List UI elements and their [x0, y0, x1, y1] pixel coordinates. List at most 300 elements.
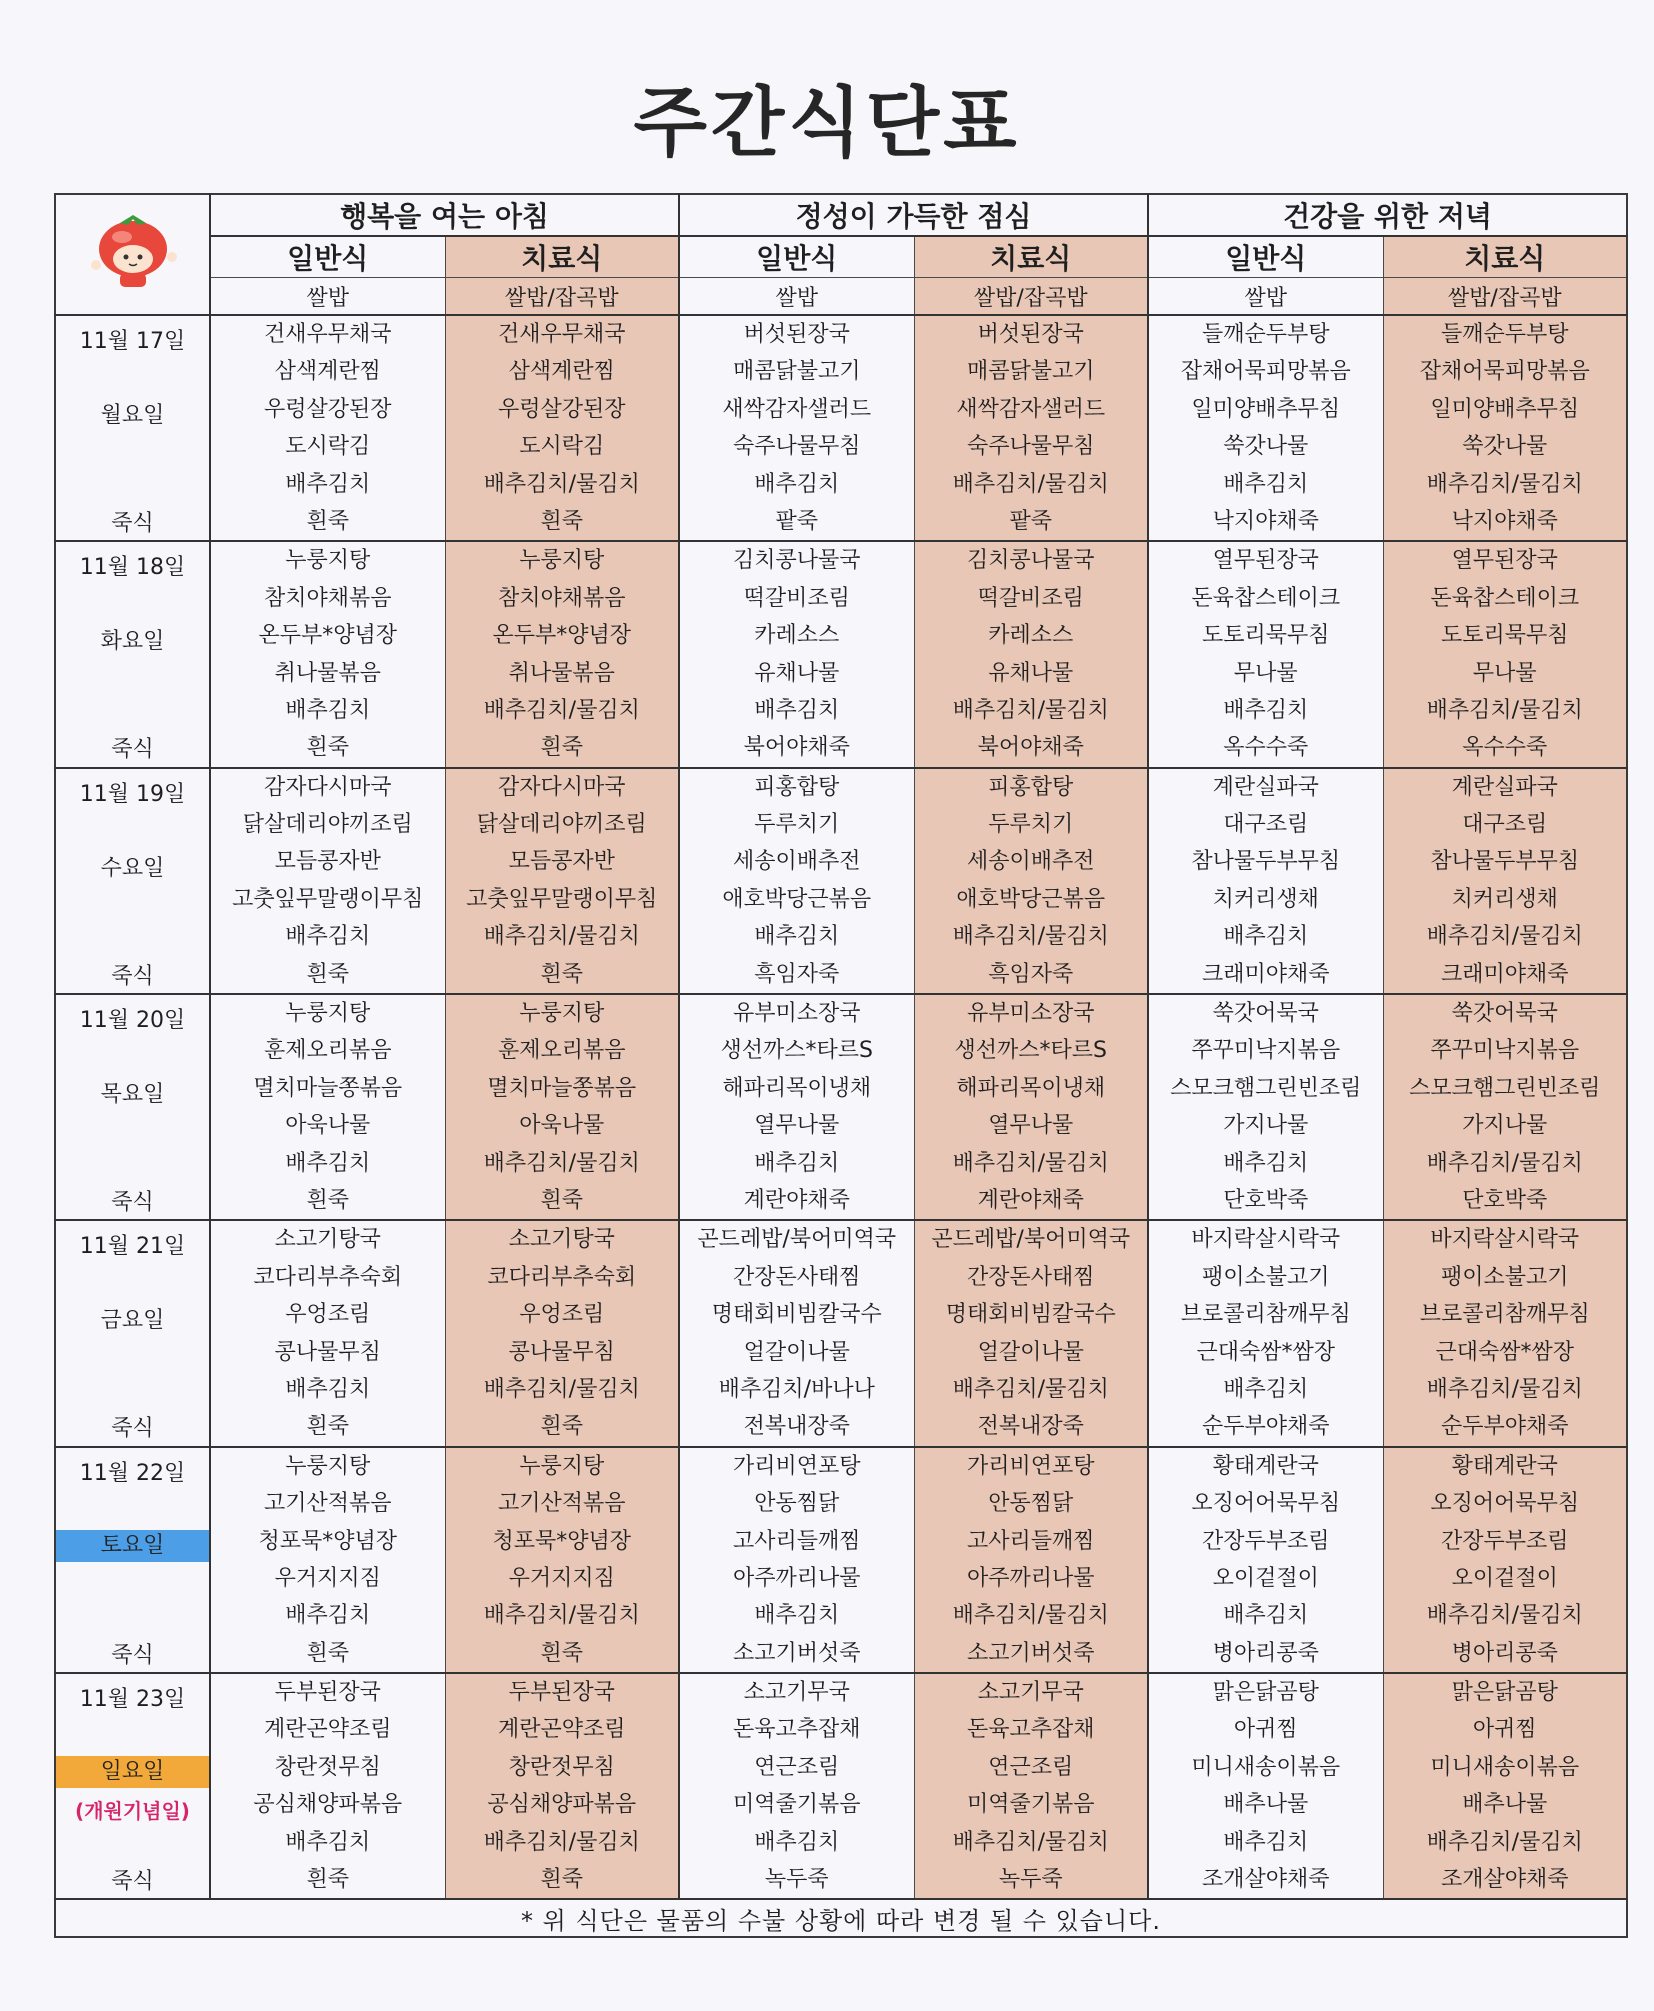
dish-item: 낙지야채죽: [1451, 508, 1558, 534]
therapy-dishes-cell: [914, 541, 1148, 767]
dish-item: 가리비연포탕: [732, 1453, 861, 1479]
dish-item: 고기산적볶음: [497, 1491, 626, 1517]
dish-item: 배추나물: [1223, 1792, 1309, 1818]
dish-item: 배추김치: [754, 924, 840, 950]
general-dishes-cell: [1148, 768, 1383, 994]
general-diet-header: 일반식: [1148, 236, 1383, 278]
dish-item: 누룽지탕: [285, 548, 371, 574]
therapy-dishes-cell: [1383, 1447, 1627, 1673]
dish-item: 열무나물: [988, 1113, 1074, 1139]
dish-item: 소고기탕국: [274, 1227, 381, 1253]
therapy-dishes-cell: [914, 1220, 1148, 1446]
therapy-dishes-cell: [914, 994, 1148, 1220]
day-label-cell: [55, 1220, 210, 1446]
dish-item: 팥죽: [775, 508, 818, 534]
day-date: 11월 22일: [79, 1460, 186, 1486]
porridge-label: 죽식: [111, 1416, 154, 1442]
dish-item: 도시락김: [285, 434, 371, 460]
weekly-menu-table: [54, 193, 1628, 1938]
day-weekday: 토요일: [56, 1530, 209, 1562]
dish-item: 간장두부조림: [1202, 1528, 1330, 1554]
dish-item: 전복내장죽: [977, 1414, 1084, 1440]
dish-item: 배추김치/물김치: [952, 1829, 1109, 1855]
day-weekday: 월요일: [100, 403, 165, 428]
dish-item: 소고기버섯죽: [732, 1640, 861, 1666]
dish-item: 배추김치/물김치: [483, 1603, 640, 1629]
dish-item: 스모크햄그린빈조림: [1170, 1075, 1362, 1101]
dish-item: 배추김치/물김치: [1426, 924, 1583, 950]
dish-item: 스모크햄그린빈조림: [1409, 1075, 1601, 1101]
general-dishes-cell: [679, 768, 914, 994]
dish-item: 배추김치: [1223, 1376, 1309, 1402]
dish-item: 조개살야채죽: [1202, 1867, 1330, 1893]
dish-item: 맑은닭곰탕: [1212, 1680, 1319, 1706]
day-date: 11월 20일: [79, 1008, 186, 1034]
therapy-rice: 쌀밥/잡곡밥: [914, 278, 1148, 316]
general-dishes-cell: [679, 541, 914, 767]
dish-item: 세송이배추전: [732, 849, 861, 875]
dish-item: 매콤닭불고기: [967, 359, 1095, 385]
dish-item: 크래미야채죽: [1202, 961, 1330, 987]
general-diet-header: 일반식: [679, 236, 914, 278]
dish-item: 낙지야채죽: [1212, 508, 1319, 534]
dish-item: 아욱나물: [519, 1113, 605, 1139]
dish-item: 가리비연포탕: [967, 1453, 1095, 1479]
dish-item: 북어야채죽: [977, 735, 1084, 761]
dish-item: 쭈꾸미낙지볶음: [1430, 1038, 1580, 1064]
therapy-dishes-cell: [1383, 994, 1627, 1220]
therapy-diet-header: 치료식: [914, 236, 1148, 278]
therapy-dishes-cell: [445, 994, 679, 1220]
dish-item: 누룽지탕: [519, 1453, 605, 1479]
dish-item: 세송이배추전: [967, 849, 1095, 875]
porridge-label: 죽식: [111, 511, 154, 536]
dish-item: 배추김치/물김치: [1426, 1603, 1583, 1629]
dish-item: 온두부*양념장: [258, 623, 397, 649]
dish-item: 근대숙쌈*쌈장: [1435, 1339, 1575, 1365]
dish-item: 닭살데리야끼조림: [242, 812, 413, 838]
day-weekday: 금요일: [100, 1308, 165, 1334]
dish-item: 배추김치: [285, 1603, 371, 1629]
therapy-dishes-cell: [445, 1673, 679, 1899]
dish-item: 병아리콩죽: [1212, 1640, 1319, 1666]
dish-item: 취나물볶음: [274, 660, 381, 686]
dish-item: 카레소스: [754, 623, 840, 649]
dish-item: 배추나물: [1462, 1792, 1548, 1818]
holiday-note: (개원기념일): [75, 1799, 190, 1824]
dish-item: 단호박죽: [1223, 1187, 1309, 1213]
dish-item: 배추김치/물김치: [952, 697, 1109, 723]
dish-item: 순두부야채죽: [1441, 1414, 1569, 1440]
therapy-dishes-cell: [445, 768, 679, 994]
dish-item: 간장돈사태찜: [732, 1264, 861, 1290]
dish-item: 유채나물: [988, 660, 1074, 686]
dish-item: 참치야채볶음: [497, 585, 626, 611]
dish-item: 유부미소장국: [967, 1001, 1095, 1027]
dish-item: 흰죽: [306, 1640, 349, 1666]
dish-item: 돈육고추잡채: [732, 1717, 861, 1743]
dish-item: 두부된장국: [508, 1680, 615, 1706]
day-label-cell: [55, 768, 210, 994]
dish-item: 얼갈이나물: [743, 1339, 850, 1365]
dish-item: 계란야채죽: [977, 1187, 1084, 1213]
dish-item: 배추김치/물김치: [483, 1376, 640, 1402]
porridge-label: 죽식: [111, 1642, 154, 1668]
dish-item: 쑥갓나물: [1223, 434, 1309, 460]
day-row: [55, 541, 1627, 767]
dish-item: 흰죽: [540, 1640, 583, 1666]
therapy-rice: 쌀밥/잡곡밥: [445, 278, 679, 316]
dish-item: 고사리들깨찜: [732, 1528, 861, 1554]
dish-item: 두루치기: [754, 812, 840, 838]
dish-item: 미니새송이볶음: [1430, 1754, 1580, 1780]
day-weekday: 일요일: [56, 1756, 209, 1788]
dish-item: 황태계란국: [1212, 1453, 1319, 1479]
general-dishes-cell: [679, 994, 914, 1220]
dish-item: 우거지지짐: [274, 1565, 381, 1591]
dish-item: 배추김치: [285, 471, 371, 497]
dish-item: 연근조림: [988, 1754, 1074, 1780]
general-dishes-cell: [679, 1220, 914, 1446]
dish-item: 간장두부조림: [1441, 1528, 1569, 1554]
dish-item: 새싹감자샐러드: [722, 396, 872, 422]
dish-item: 치커리생채: [1212, 886, 1319, 912]
dish-item: 청포묵*양념장: [258, 1528, 397, 1554]
dish-item: 오징어어묵무침: [1191, 1491, 1341, 1517]
day-date: 11월 23일: [79, 1687, 186, 1713]
dish-item: 창란젓무침: [274, 1754, 381, 1780]
dish-item: 훈제오리볶음: [497, 1038, 626, 1064]
dish-item: 오징어어묵무침: [1430, 1491, 1580, 1517]
dish-item: 건새우무채국: [263, 322, 392, 347]
dish-item: 흰죽: [540, 1414, 583, 1440]
dish-item: 유채나물: [754, 660, 840, 686]
therapy-dishes-cell: [914, 1673, 1148, 1899]
general-dishes-cell: [210, 1673, 445, 1899]
dish-item: 황태계란국: [1451, 1453, 1558, 1479]
dish-item: 계란곤약조림: [497, 1717, 626, 1743]
dish-item: 버섯된장국: [977, 322, 1084, 347]
day-weekday: 수요일: [100, 855, 165, 881]
dish-item: 쑥갓어묵국: [1212, 1001, 1319, 1027]
dish-item: 감자다시마국: [263, 774, 392, 800]
dish-item: 쑥갓어묵국: [1451, 1001, 1558, 1027]
dish-item: 모듬콩자반: [508, 849, 615, 875]
dish-item: 도토리묵무침: [1441, 623, 1569, 649]
general-dishes-cell: [210, 1447, 445, 1673]
dish-item: 팽이소불고기: [1441, 1264, 1569, 1290]
dish-item: 배추김치/물김치: [1426, 471, 1583, 497]
dish-item: 참나물두부무침: [1191, 849, 1341, 875]
dish-item: 고춧잎무말랭이무침: [466, 886, 658, 912]
dish-item: 배추김치/물김치: [483, 1150, 640, 1176]
dish-item: 흰죽: [540, 735, 583, 761]
dish-item: 닭살데리야끼조림: [476, 812, 647, 838]
dish-item: 미역줄기볶음: [732, 1792, 861, 1818]
dish-item: 콩나물무침: [274, 1339, 381, 1365]
dish-item: 흰죽: [540, 508, 583, 534]
dish-item: 건새우무채국: [497, 322, 626, 347]
dish-item: 배추김치/물김치: [483, 471, 640, 497]
day-weekday: 목요일: [100, 1082, 165, 1108]
dish-item: 우렁살강된장: [497, 396, 626, 422]
dish-item: 해파리목이냉채: [722, 1075, 872, 1101]
dish-item: 대구조림: [1223, 812, 1309, 838]
dish-item: 온두부*양념장: [492, 623, 631, 649]
dish-item: 배추김치: [1223, 697, 1309, 723]
dish-item: 들깨순두부탕: [1441, 322, 1569, 347]
dish-item: 흰죽: [306, 508, 349, 534]
dish-item: 팥죽: [1009, 508, 1053, 534]
dish-item: 새싹감자샐러드: [956, 396, 1106, 422]
general-dishes-cell: [1148, 994, 1383, 1220]
dish-item: 배추김치/물김치: [483, 1829, 640, 1855]
dish-item: 단호박죽: [1462, 1187, 1548, 1213]
dish-item: 떡갈비조림: [977, 585, 1084, 611]
dish-item: 바지락살시락국: [1430, 1227, 1580, 1253]
dish-item: 계란실파국: [1451, 774, 1558, 800]
day-weekday: 화요일: [100, 629, 165, 655]
dish-item: 소고기무국: [977, 1680, 1084, 1706]
dish-item: 모듬콩자반: [274, 849, 381, 875]
therapy-dishes-cell: [914, 768, 1148, 994]
dish-item: 아주까리나물: [732, 1565, 861, 1591]
porridge-label: 죽식: [111, 963, 154, 989]
dish-item: 애호박당근볶음: [722, 886, 872, 912]
therapy-dishes-cell: [1383, 1673, 1627, 1899]
dish-item: 유부미소장국: [732, 1001, 861, 1027]
dish-item: 흰죽: [540, 961, 583, 987]
general-dishes-cell: [1148, 315, 1383, 541]
porridge-label: 죽식: [111, 1869, 154, 1895]
dish-item: 흰죽: [306, 961, 349, 987]
dish-item: 북어야채죽: [743, 735, 850, 761]
dish-item: 배추김치: [285, 1150, 371, 1176]
dish-item: 콩나물무침: [508, 1339, 615, 1365]
dish-item: 배추김치: [1223, 1150, 1309, 1176]
dish-item: 누룽지탕: [285, 1453, 371, 1479]
dish-item: 고사리들깨찜: [967, 1528, 1095, 1554]
dish-item: 공심채양파볶음: [487, 1792, 637, 1818]
dish-item: 감자다시마국: [497, 774, 626, 800]
dish-item: 안동찜닭: [754, 1491, 840, 1517]
dish-item: 숙주나물무침: [967, 434, 1095, 460]
dish-item: 맑은닭곰탕: [1451, 1680, 1558, 1706]
dish-item: 멸치마늘쫑볶음: [253, 1075, 403, 1101]
therapy-dishes-cell: [1383, 315, 1627, 541]
dish-item: 배추김치/물김치: [1426, 697, 1583, 723]
dish-item: 누룽지탕: [519, 548, 605, 574]
general-dishes-cell: [210, 768, 445, 994]
day-date: 11월 21일: [79, 1234, 186, 1260]
general-dishes-cell: [679, 315, 914, 541]
dish-item: 김치콩나물국: [967, 548, 1095, 574]
day-label-cell: [55, 541, 210, 767]
dish-item: 배추김치: [754, 697, 840, 723]
general-dishes-cell: [1148, 1220, 1383, 1446]
dish-item: 소고기무국: [743, 1680, 850, 1706]
dish-item: 배추김치: [754, 1150, 840, 1176]
menu-change-notice: * 위 식단은 물품의 수불 상황에 따라 변경 될 수 있습니다.: [55, 1899, 1627, 1937]
dish-item: 삼색계란찜: [274, 359, 381, 385]
dish-item: 배추김치: [285, 1376, 371, 1402]
dish-item: 가지나물: [1462, 1113, 1548, 1139]
therapy-dishes-cell: [914, 1447, 1148, 1673]
dish-item: 배추김치/물김치: [952, 471, 1109, 497]
mascot-logo-cell: [55, 194, 210, 315]
dish-item: 배추김치/물김치: [952, 1376, 1109, 1402]
dish-item: 아귀찜: [1472, 1717, 1537, 1743]
general-rice: 쌀밥: [679, 278, 914, 316]
dish-item: 창란젓무침: [508, 1754, 615, 1780]
dish-item: 순두부야채죽: [1202, 1414, 1330, 1440]
dish-item: 카레소스: [988, 623, 1074, 649]
dish-item: 해파리목이냉채: [956, 1075, 1106, 1101]
dish-item: 떡갈비조림: [743, 585, 850, 611]
dish-item: 오이겉절이: [1212, 1565, 1319, 1591]
dish-item: 배추김치: [754, 1829, 840, 1855]
dish-item: 쭈꾸미낙지볶음: [1191, 1038, 1341, 1064]
dish-item: 치커리생채: [1451, 886, 1558, 912]
general-diet-header: 일반식: [210, 236, 445, 278]
dish-item: 일미양배추무침: [1430, 396, 1580, 422]
dish-item: 우거지지짐: [508, 1565, 615, 1591]
dish-item: 누룽지탕: [285, 1001, 371, 1027]
general-rice: 쌀밥: [210, 278, 445, 316]
dish-item: 가지나물: [1223, 1113, 1309, 1139]
dish-item: 아욱나물: [285, 1113, 371, 1139]
meal-header: 행복을 여는 아침: [210, 194, 679, 236]
dish-item: 돈육고추잡채: [967, 1717, 1095, 1743]
meal-header: 건강을 위한 저녁: [1148, 194, 1627, 236]
dish-item: 곤드레밥/북어미역국: [697, 1227, 897, 1253]
therapy-dishes-cell: [1383, 768, 1627, 994]
dish-item: 고춧잎무말랭이무침: [232, 886, 424, 912]
day-row: [55, 315, 1627, 541]
dish-item: 배추김치: [285, 1829, 371, 1855]
therapy-dishes-cell: [445, 1447, 679, 1673]
dish-item: 열무된장국: [1451, 548, 1558, 574]
dish-item: 열무나물: [754, 1113, 840, 1139]
dish-item: 흰죽: [306, 1867, 349, 1893]
dish-item: 얼갈이나물: [977, 1339, 1084, 1365]
dish-item: 아귀찜: [1233, 1717, 1298, 1743]
dish-item: 버섯된장국: [743, 322, 850, 347]
dish-item: 미니새송이볶음: [1191, 1754, 1341, 1780]
dish-item: 열무된장국: [1212, 548, 1319, 574]
dish-item: 코다리부추숙회: [487, 1264, 637, 1290]
dish-item: 흰죽: [540, 1867, 583, 1893]
day-row: [55, 1673, 1627, 1899]
dish-item: 미역줄기볶음: [967, 1792, 1095, 1818]
dish-item: 간장돈사태찜: [967, 1264, 1095, 1290]
dish-item: 명태회비빔칼국수: [945, 1302, 1116, 1328]
dish-item: 배추김치/물김치: [1426, 1150, 1583, 1176]
therapy-diet-header: 치료식: [445, 236, 679, 278]
dish-item: 명태회비빔칼국수: [711, 1302, 882, 1328]
dish-item: 배추김치/물김치: [952, 1603, 1109, 1629]
dish-item: 배추김치/물김치: [483, 924, 640, 950]
dish-item: 브로콜리참깨무침: [1180, 1302, 1351, 1328]
dish-item: 취나물볶음: [508, 660, 615, 686]
dish-item: 흰죽: [306, 1414, 349, 1440]
general-dishes-cell: [1148, 1447, 1383, 1673]
dish-item: 매콤닭불고기: [732, 359, 861, 385]
therapy-diet-header: 치료식: [1383, 236, 1627, 278]
page-title: 주간식단표: [633, 78, 1021, 167]
dish-item: 배추김치: [754, 1603, 840, 1629]
day-row: [55, 1447, 1627, 1673]
dish-item: 무나물: [1233, 660, 1298, 686]
dish-item: 청포묵*양념장: [492, 1528, 631, 1554]
dish-item: 흰죽: [306, 1187, 349, 1213]
dish-item: 크래미야채죽: [1441, 961, 1569, 987]
day-row: [55, 768, 1627, 994]
dish-item: 우엉조림: [285, 1302, 371, 1328]
dish-item: 배추김치: [285, 697, 371, 723]
therapy-dishes-cell: [445, 541, 679, 767]
general-dishes-cell: [210, 541, 445, 767]
dish-item: 계란야채죽: [743, 1187, 850, 1213]
day-date: 11월 18일: [79, 555, 186, 581]
tomato-mascot-icon: [78, 207, 188, 297]
dish-item: 잡채어묵피망볶음: [1419, 359, 1590, 385]
day-date: 11월 17일: [79, 329, 186, 354]
day-row: [55, 994, 1627, 1220]
dish-item: 참나물두부무침: [1430, 849, 1580, 875]
dish-item: 공심채양파볶음: [253, 1792, 403, 1818]
therapy-dishes-cell: [1383, 1220, 1627, 1446]
dish-item: 멸치마늘쫑볶음: [487, 1075, 637, 1101]
dish-item: 배추김치/물김치: [483, 697, 640, 723]
dish-item: 계란곤약조림: [263, 1717, 392, 1743]
therapy-rice: 쌀밥/잡곡밥: [1383, 278, 1627, 316]
dish-item: 두루치기: [988, 812, 1074, 838]
day-label-cell: [55, 315, 210, 541]
therapy-dishes-cell: [914, 315, 1148, 541]
dish-item: 애호박당근볶음: [956, 886, 1106, 912]
dish-item: 피홍합탕: [988, 774, 1074, 800]
dish-item: 숙주나물무침: [732, 434, 861, 460]
general-dishes-cell: [210, 315, 445, 541]
general-dishes-cell: [1148, 541, 1383, 767]
dish-item: 소고기탕국: [508, 1227, 615, 1253]
dish-item: 곤드레밥/북어미역국: [931, 1227, 1131, 1253]
dish-item: 옥수수죽: [1462, 735, 1548, 761]
dish-item: 연근조림: [754, 1754, 840, 1780]
dish-item: 계란실파국: [1212, 774, 1319, 800]
dish-item: 흑임자죽: [988, 961, 1074, 987]
dish-item: 배추김치: [1223, 1829, 1309, 1855]
dish-item: 배추김치/바나나: [718, 1376, 875, 1402]
therapy-dishes-cell: [445, 315, 679, 541]
dish-item: 피홍합탕: [754, 774, 840, 800]
dish-item: 들깨순두부탕: [1202, 322, 1330, 347]
dish-item: 전복내장죽: [743, 1414, 850, 1440]
dish-item: 도토리묵무침: [1202, 623, 1330, 649]
dish-item: 배추김치: [1223, 1603, 1309, 1629]
meal-header: 정성이 가득한 점심: [679, 194, 1148, 236]
dish-item: 고기산적볶음: [263, 1491, 392, 1517]
dish-item: 조개살야채죽: [1441, 1867, 1569, 1893]
dish-item: 병아리콩죽: [1451, 1640, 1558, 1666]
dish-item: 배추김치/물김치: [1426, 1376, 1583, 1402]
general-dishes-cell: [679, 1673, 914, 1899]
dish-item: 배추김치: [1223, 471, 1309, 497]
general-dishes-cell: [679, 1447, 914, 1673]
dish-item: 배추김치: [1223, 924, 1309, 950]
dish-item: 바지락살시락국: [1191, 1227, 1341, 1253]
